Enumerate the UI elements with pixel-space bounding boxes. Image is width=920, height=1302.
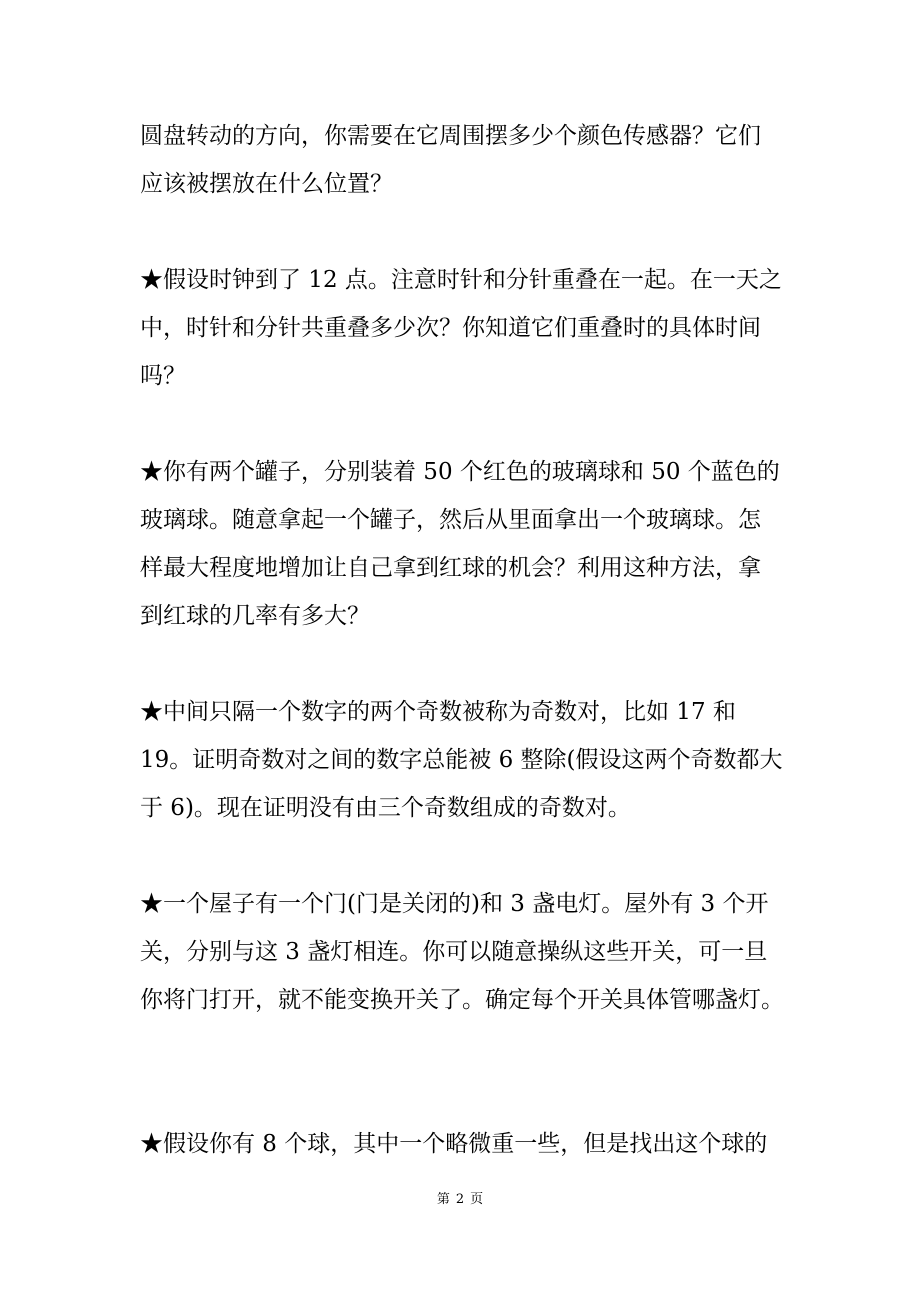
text-line: 圆盘转动的方向，你需要在它周围摆多少个颜色传感器？它们 (140, 123, 761, 149)
text-line: ★假设时钟到了 12 点。注意时针和分针重叠在一起。在一天之 (140, 267, 782, 293)
text-line: 玻璃球。随意拿起一个罐子，然后从里面拿出一个玻璃球。怎 (140, 507, 761, 533)
text-line: ★中间只隔一个数字的两个奇数被称为奇数对，比如 17 和 (140, 699, 736, 725)
text-line: 关，分别与这 3 盏灯相连。你可以随意操纵这些开关，可一旦 (140, 939, 768, 965)
text-line: ★你有两个罐子，分别装着 50 个红色的玻璃球和 50 个蓝色的 (140, 459, 780, 485)
text-line: 吗？ (140, 363, 186, 389)
text-line: 你将门打开，就不能变换开关了。确定每个开关具体管哪盏灯。 (140, 987, 784, 1013)
text-line: ★假设你有 8 个球，其中一个略微重一些，但是找出这个球的 (140, 1131, 768, 1157)
text-line: ★一个屋子有一个门(门是关闭的)和 3 盏电灯。屋外有 3 个开 (140, 891, 769, 917)
page-number: 2 (455, 1192, 465, 1207)
text-line: 中，时针和分针共重叠多少次？你知道它们重叠时的具体时间 (140, 315, 761, 341)
page-suffix: 页 (470, 1192, 484, 1207)
text-line: 19。证明奇数对之间的数字总能被 6 整除(假设这两个奇数都大 (140, 747, 783, 773)
text-line: 到红球的几率有多大？ (140, 603, 370, 629)
text-line: 于 6)。现在证明没有由三个奇数组成的奇数对。 (140, 795, 631, 821)
page-footer (0, 1192, 920, 1208)
text-line: 样最大程度地增加让自己拿到红球的机会？利用这种方法，拿 (140, 555, 761, 581)
text-line: 应该被摆放在什么位置？ (140, 171, 393, 197)
page-prefix: 第 (436, 1192, 450, 1207)
